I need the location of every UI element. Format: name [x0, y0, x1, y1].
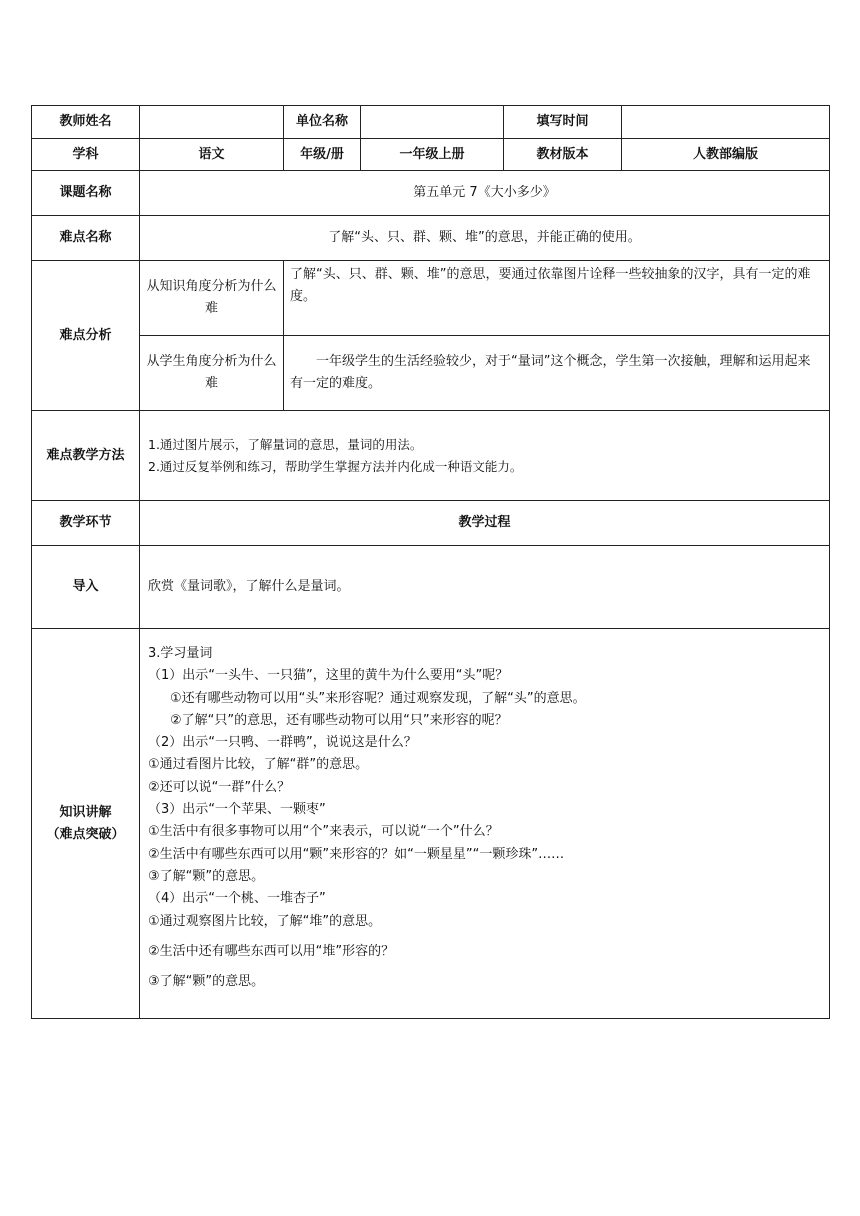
- process-line: 3.学习量词: [148, 646, 213, 661]
- process-label: 教学过程: [140, 501, 830, 546]
- edition-label: 教材版本: [504, 139, 622, 171]
- unit-name-value: [361, 106, 504, 139]
- intro-label: 导入: [32, 546, 140, 629]
- knowledge-process: [140, 629, 830, 1019]
- student-angle-label: 从学生角度分析为什么难: [140, 336, 284, 411]
- process-line: ②生活中有哪些东西可以用“颗”来形容的？如“一颗星星”“一颗珍珠”……: [148, 846, 565, 862]
- difficulty-value: 了解“头、只、群、颗、堆”的意思，并能正确的使用。: [140, 216, 830, 261]
- process-line: ①通过观察图片比较，了解“堆”的意思。: [148, 913, 382, 929]
- subject-value: 语文: [140, 139, 284, 171]
- lesson-plan-table: [31, 105, 830, 1019]
- knowledge-angle-label: 从知识角度分析为什么难: [140, 261, 284, 336]
- process-line: ②生活中还有哪些东西可以用“堆”形容的？: [148, 943, 395, 959]
- method-label: 难点教学方法: [32, 411, 140, 501]
- knowledge-angle-text: 了解“头、只、群、颗、堆”的意思，要通过依靠图片诠释一些较抽象的汉字，具有一定的难度。: [284, 261, 830, 336]
- teacher-name-label: 教师姓名: [32, 106, 140, 139]
- row-topic: [32, 171, 830, 216]
- lesson-plan-sheet: [31, 105, 829, 1019]
- row-subject-info: [32, 139, 830, 171]
- process-line: ①通过看图片比较，了解“群”的意思。: [148, 757, 369, 773]
- process-line: ③了解“颗”的意思。: [148, 974, 265, 990]
- process-line: （2）出示“一只鸭、一群鸭”，说说这是什么？: [148, 735, 417, 751]
- topic-label: 课题名称: [32, 171, 140, 216]
- knowledge-label-line1: 知识讲解: [59, 804, 112, 820]
- edition-value: 人教部编版: [622, 139, 830, 171]
- intro-text: 欣赏《量词歌》，了解什么是量词。: [140, 546, 830, 629]
- analysis-label: 难点分析: [32, 261, 140, 411]
- difficulty-label: 难点名称: [32, 216, 140, 261]
- process-line: ②了解“只”的意思，还有哪些动物可以用“只”来形容的呢？: [170, 712, 508, 728]
- teacher-name-value: [140, 106, 284, 139]
- process-line: （1）出示“一头牛、一只猫”，这里的黄牛为什么要用“头”呢？: [148, 668, 509, 684]
- method-line: 1.通过图片展示，了解量词的意思，量词的用法。: [148, 436, 423, 452]
- row-teacher-info: [32, 106, 830, 139]
- process-line: ③了解“颗”的意思。: [148, 868, 265, 884]
- topic-value: 第五单元 7《大小多少》: [140, 171, 830, 216]
- row-knowledge: [32, 629, 830, 1019]
- steps-label: 教学环节: [32, 501, 140, 546]
- method-text: [140, 411, 830, 501]
- row-analysis-student: [32, 336, 830, 411]
- subject-label: 学科: [32, 139, 140, 171]
- process-line: （4）出示“一个桃、一堆杏子”: [148, 891, 326, 907]
- method-line: 2.通过反复举例和练习，帮助学生掌握方法并内化成一种语文能力。: [148, 458, 523, 474]
- row-difficulty: [32, 216, 830, 261]
- unit-name-label: 单位名称: [284, 106, 361, 139]
- grade-label: 年级/册: [284, 139, 361, 171]
- knowledge-label-line2: （难点突破）: [46, 826, 125, 842]
- process-line: （3）出示“一个苹果、一颗枣”: [148, 802, 326, 818]
- process-line: ①还有哪些动物可以用“头”来形容呢？通过观察发现，了解“头”的意思。: [170, 690, 586, 706]
- student-angle-text: 一年级学生的生活经验较少，对于“量词”这个概念，学生第一次接触，理解和运用起来有一定的难度。: [284, 336, 830, 411]
- row-steps-header: [32, 501, 830, 546]
- fill-date-label: 填写时间: [504, 106, 622, 139]
- knowledge-label: [32, 629, 140, 1019]
- row-method: [32, 411, 830, 501]
- row-intro: [32, 546, 830, 629]
- fill-date-value: [622, 106, 830, 139]
- process-line: ①生活中有很多事物可以用“个”来表示，可以说“一个”什么？: [148, 824, 499, 840]
- process-line: ②还可以说“一群”什么？: [148, 779, 291, 795]
- grade-value: 一年级上册: [361, 139, 504, 171]
- row-analysis-knowledge: [32, 261, 830, 336]
